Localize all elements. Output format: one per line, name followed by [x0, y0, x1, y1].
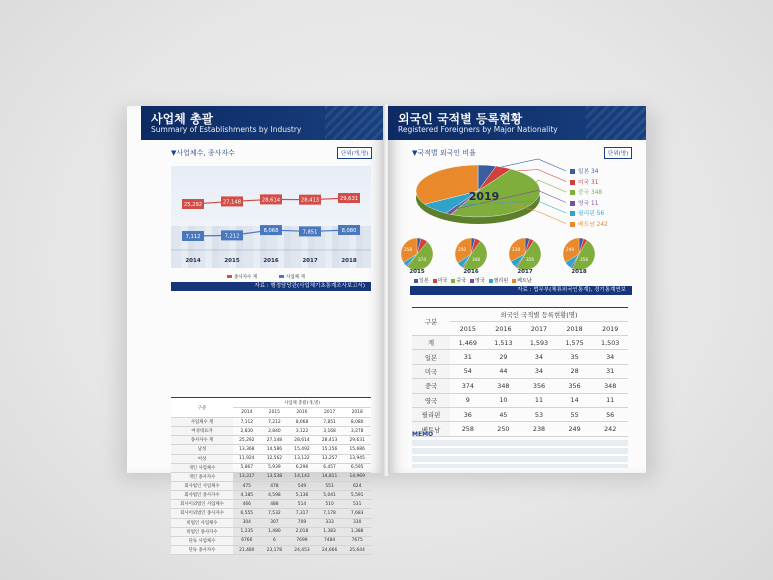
- small-pie-2016: [454, 237, 488, 271]
- table-cell: 21,480: [233, 545, 261, 554]
- table-cell: 249: [557, 422, 593, 436]
- table-row: [171, 418, 371, 427]
- table-group-header: 외국인 국적별 등록현황(명): [450, 308, 628, 322]
- legend-item: [570, 187, 632, 198]
- table-cell: 15,686: [343, 445, 371, 454]
- legend-item: [570, 208, 632, 219]
- table-cell: 7,532: [261, 509, 289, 518]
- table-row: [171, 518, 371, 527]
- legend-swatch: [470, 279, 474, 283]
- legend-text: 중국: [456, 278, 467, 284]
- table-cell: 31: [592, 364, 628, 378]
- table-cell: 5,136: [288, 491, 316, 500]
- table-cell: 488: [261, 500, 289, 509]
- table-cell: 1,480: [261, 527, 289, 536]
- table-cell: 514: [288, 500, 316, 509]
- table-cell: 24,453: [288, 545, 316, 554]
- table-cell: 15,156: [316, 445, 344, 454]
- row-label: 종사자수 계: [171, 436, 233, 445]
- table-cell: 13,257: [316, 454, 344, 463]
- legend-employees: [227, 274, 257, 280]
- table-cell: 7,212: [261, 418, 289, 427]
- small-pie-label: 238: [512, 247, 520, 252]
- table-cell: 304: [233, 518, 261, 527]
- small-pie-year: 2018: [571, 269, 587, 275]
- table-cell: 7675: [343, 536, 371, 545]
- table-cell: 2,830: [233, 427, 261, 436]
- table-cell: 6,595: [343, 463, 371, 472]
- small-pie-2018: [562, 237, 596, 271]
- memo-lines: [412, 440, 628, 468]
- legend-text: 미국: [437, 278, 448, 284]
- table-cell: 56: [592, 407, 628, 421]
- table-cell: 3,122: [288, 427, 316, 436]
- year-header: 2018: [343, 408, 371, 418]
- small-pie-legend: [410, 277, 532, 284]
- legend-text: 일본: [419, 278, 429, 284]
- table-cell: 8,080: [343, 418, 371, 427]
- table-cell: 1,388: [343, 527, 371, 536]
- table-cell: 28,413: [316, 436, 344, 445]
- table-cell: 34: [592, 350, 628, 364]
- x-tick-label: 2018: [341, 258, 357, 264]
- table-cell: 7,112: [233, 418, 261, 427]
- legend-establishments-label: 사업체 계: [286, 275, 305, 280]
- table-cell: 1,513: [486, 336, 522, 350]
- table-cell: 13,945: [343, 454, 371, 463]
- data-label: 7,851: [302, 229, 318, 236]
- table-row: [412, 364, 628, 378]
- table-cell: 5,041: [316, 491, 344, 500]
- small-pie-label: 348: [472, 257, 480, 262]
- legend-text: 영국: [475, 278, 485, 284]
- year-header: 2018: [557, 322, 593, 336]
- left-title-en: Summary of Establishments by Industry: [151, 125, 302, 134]
- left-unit-label: 단위(개,명): [337, 147, 372, 159]
- table-row: [171, 445, 371, 454]
- data-label: 25,292: [183, 202, 203, 208]
- table-cell: 54: [450, 364, 486, 378]
- row-label: 단독 종사자수: [171, 545, 233, 554]
- x-tick-label: 2016: [263, 258, 279, 264]
- table-cell: 1,503: [592, 336, 628, 350]
- table-cell: 330: [343, 518, 371, 527]
- row-label: 회사법인 종사자수: [171, 491, 233, 500]
- left-source-bar: 자료 : 행정담당관(사업체기초통계조사보고서): [171, 282, 371, 291]
- table-corner: 구분: [171, 398, 233, 418]
- table-cell: 34: [521, 350, 557, 364]
- table-cell: 14: [557, 393, 593, 407]
- year-header: 2017: [316, 408, 344, 418]
- row-label: 회사이외법인 사업체수: [171, 500, 233, 509]
- right-source-bar: 자료 : 법무부(체류외국인통계), 경기통계연보: [410, 286, 632, 295]
- table-cell: 258: [450, 422, 486, 436]
- table-cell: 250: [486, 422, 522, 436]
- year-header: 2014: [233, 408, 261, 418]
- table-cell: 549: [288, 481, 316, 490]
- data-label: 28,614: [261, 197, 281, 204]
- table-cell: 1,575: [557, 336, 593, 350]
- right-title-en: Registered Foreigners by Major Nationality: [398, 125, 558, 134]
- small-pie-label: 250: [458, 247, 466, 252]
- x-tick-label: 2015: [224, 258, 240, 264]
- table-cell: 14,586: [261, 445, 289, 454]
- table-cell: 7484: [316, 536, 344, 545]
- row-label: 단독 사업체수: [171, 536, 233, 545]
- year-header: 2015: [450, 322, 486, 336]
- right-page: [388, 106, 646, 473]
- data-label: 29,631: [339, 196, 359, 202]
- legend-text: 미국 31: [578, 179, 599, 186]
- table-row: [412, 379, 628, 393]
- table-cell: 13,368: [233, 445, 261, 454]
- legend-swatch: [414, 279, 418, 283]
- year-header: 2015: [261, 408, 289, 418]
- small-pie-year: 2015: [409, 269, 425, 275]
- legend-swatch: [570, 169, 575, 174]
- table-row: [171, 536, 371, 545]
- small-pie-year: 2017: [517, 269, 533, 275]
- row-label: 미국: [412, 364, 450, 378]
- table-cell: 333: [316, 518, 344, 527]
- small-pie-label: 374: [418, 257, 426, 262]
- table-cell: 34: [521, 364, 557, 378]
- small-pie-label: 258: [404, 247, 412, 252]
- table-cell: 242: [592, 422, 628, 436]
- data-label: 8,068: [263, 228, 279, 235]
- x-tick-label: 2017: [302, 258, 318, 264]
- table-body: [412, 336, 628, 437]
- table-cell: 5,591: [343, 491, 371, 500]
- table-cell: 307: [261, 518, 289, 527]
- table-cell: 14,969: [343, 472, 371, 481]
- table-cell: 3,278: [343, 427, 371, 436]
- memo-label: MEMO: [412, 431, 434, 438]
- table-row: [171, 463, 371, 472]
- year-header: 2017: [521, 322, 557, 336]
- table-cell: 12,562: [261, 454, 289, 463]
- table-cell: 11: [521, 393, 557, 407]
- line-chart-svg: [171, 166, 371, 268]
- row-label: 비법인 사업체수: [171, 518, 233, 527]
- right-data-table: [412, 307, 628, 437]
- row-label: 필리핀: [412, 407, 450, 421]
- legend-swatch-blue: [279, 275, 284, 278]
- legend-establishments: [279, 274, 305, 280]
- table-cell: 356: [557, 379, 593, 393]
- table-cell: 6: [261, 536, 289, 545]
- table-body: [171, 418, 371, 555]
- table-cell: 9: [450, 393, 486, 407]
- table-cell: 348: [592, 379, 628, 393]
- legend-employees-label: 종사자수 계: [234, 275, 258, 280]
- table-cell: 31: [450, 350, 486, 364]
- small-pie-year: 2016: [463, 269, 479, 275]
- table-cell: 7,317: [288, 509, 316, 518]
- legend-swatch: [433, 279, 437, 283]
- row-label: 중국: [412, 379, 450, 393]
- legend-text: 영국 11: [578, 200, 599, 207]
- right-unit-label: 단위(명): [604, 147, 632, 159]
- table-cell: 44: [486, 364, 522, 378]
- data-label: 8,080: [341, 228, 357, 234]
- table-cell: 25,644: [343, 545, 371, 554]
- table-cell: 6,457: [316, 463, 344, 472]
- year-header: 2016: [486, 322, 522, 336]
- table-cell: 27,148: [261, 436, 289, 445]
- table-group-header: 사업체 총괄(개,명): [233, 398, 371, 408]
- row-label: 사업체수 계: [171, 418, 233, 427]
- small-pie-2017: [508, 237, 542, 271]
- small-pie-2015: [400, 237, 434, 271]
- table-cell: 1,383: [316, 527, 344, 536]
- table-cell: 14,811: [316, 472, 344, 481]
- table-cell: 7699: [288, 536, 316, 545]
- table-cell: 3,168: [316, 427, 344, 436]
- left-header: [141, 106, 385, 140]
- data-label: 7,112: [185, 234, 201, 240]
- table-row: [412, 407, 628, 421]
- table-cell: 13,122: [288, 454, 316, 463]
- left-section-title: ▼사업체수, 종사자수: [171, 149, 235, 157]
- table-cell: 1,593: [521, 336, 557, 350]
- left-page: [127, 106, 385, 554]
- table-cell: 13,538: [261, 472, 289, 481]
- table-cell: 5,867: [233, 463, 261, 472]
- table-row: [171, 545, 371, 554]
- legend-text: 베트남: [517, 278, 532, 284]
- legend-swatch: [489, 279, 493, 283]
- table-cell: 11: [592, 393, 628, 407]
- right-header: [388, 106, 646, 140]
- table-cell: 29,631: [343, 436, 371, 445]
- data-label: 7,212: [224, 233, 240, 240]
- table-cell: 15,492: [288, 445, 316, 454]
- table-row: [171, 527, 371, 536]
- legend-item: [570, 219, 632, 230]
- row-label: 비법인 종사자수: [171, 527, 233, 536]
- row-label: 남성: [171, 445, 233, 454]
- table-cell: 475: [233, 481, 261, 490]
- table-cell: 28: [557, 364, 593, 378]
- small-pie-label: 356: [580, 257, 588, 262]
- table-cell: 24,666: [316, 545, 344, 554]
- legend-item: [570, 198, 632, 209]
- row-label: 베트남: [412, 422, 450, 436]
- row-label: 개인 종사자수: [171, 472, 233, 481]
- table-cell: 356: [521, 379, 557, 393]
- table-row: [412, 350, 628, 364]
- legend-item: [570, 166, 632, 177]
- left-line-chart: [171, 166, 371, 268]
- legend-text: 일본 34: [578, 169, 599, 175]
- table-row: [412, 393, 628, 407]
- header-pattern: [325, 106, 385, 140]
- table-row: [171, 427, 371, 436]
- row-label: 여성대표자: [171, 427, 233, 436]
- row-label: 계: [412, 336, 450, 350]
- row-label: 일본: [412, 350, 450, 364]
- legend-swatch: [570, 211, 575, 216]
- table-row: [171, 481, 371, 490]
- year-header: 2016: [288, 408, 316, 418]
- table-cell: 6,296: [288, 463, 316, 472]
- table-cell: 478: [261, 481, 289, 490]
- table-cell: 2,840: [261, 427, 289, 436]
- right-title-ko: 외국인 국적별 등록현황: [398, 112, 523, 126]
- table-cell: 238: [521, 422, 557, 436]
- header-pattern: [586, 106, 646, 140]
- table-cell: 624: [343, 481, 371, 490]
- table-cell: 6766: [233, 536, 261, 545]
- small-pie-label: 249: [566, 247, 574, 252]
- table-cell: 36: [450, 407, 486, 421]
- data-label: 28,413: [300, 197, 320, 204]
- table-cell: 25,292: [233, 436, 261, 445]
- table-cell: 23,178: [261, 545, 289, 554]
- nationality-legend: [570, 166, 632, 229]
- row-label: 회사이외법인 종사자수: [171, 509, 233, 518]
- data-label: 27,148: [222, 199, 242, 206]
- table-cell: 7,178: [316, 509, 344, 518]
- legend-text: 중국 348: [578, 190, 603, 196]
- table-cell: 14,143: [288, 472, 316, 481]
- row-label: 개인 사업체수: [171, 463, 233, 472]
- table-cell: 551: [316, 481, 344, 490]
- row-label: 영국: [412, 393, 450, 407]
- table-cell: 45: [486, 407, 522, 421]
- table-cell: 531: [343, 500, 371, 509]
- table-row: [171, 491, 371, 500]
- table-row: [171, 500, 371, 509]
- legend-swatch: [570, 190, 575, 195]
- table-cell: 35: [557, 350, 593, 364]
- legend-text: 필리핀 56: [578, 211, 605, 217]
- table-row: [171, 436, 371, 445]
- table-cell: 4,598: [261, 491, 289, 500]
- legend-swatch: [451, 279, 455, 283]
- left-data-table: [171, 397, 371, 555]
- table-cell: 13,317: [233, 472, 261, 481]
- legend-item: [570, 177, 632, 188]
- table-row: [171, 509, 371, 518]
- legend-text: 필리핀: [493, 278, 509, 284]
- table-cell: 5,939: [261, 463, 289, 472]
- table-row: [412, 422, 628, 436]
- table-cell: 510: [316, 500, 344, 509]
- legend-text: 베트남 242: [578, 221, 608, 228]
- legend-swatch: [512, 279, 516, 283]
- right-section-title: ▼국적별 외국인 비율: [412, 149, 476, 157]
- small-pie-label: 356: [526, 257, 534, 262]
- table-cell: 7,851: [316, 418, 344, 427]
- table-cell: 8,068: [288, 418, 316, 427]
- table-cell: 6,555: [233, 509, 261, 518]
- table-cell: 709: [288, 518, 316, 527]
- year-header: 2019: [592, 322, 628, 336]
- table-cell: 29: [486, 350, 522, 364]
- table-cell: 53: [521, 407, 557, 421]
- table-row: [412, 336, 628, 350]
- table-row: [171, 454, 371, 463]
- table-row: [171, 472, 371, 481]
- table-cell: 4,185: [233, 491, 261, 500]
- legend-swatch: [570, 180, 575, 185]
- legend-swatch: [570, 222, 575, 227]
- main-pie-year: 2019: [468, 190, 500, 203]
- table-corner: 구분: [412, 308, 450, 336]
- table-cell: 1,469: [450, 336, 486, 350]
- table-cell: 10: [486, 393, 522, 407]
- row-label: 여성: [171, 454, 233, 463]
- legend-swatch: [570, 201, 575, 206]
- table-cell: 7,683: [343, 509, 371, 518]
- table-cell: 28,614: [288, 436, 316, 445]
- table-cell: 55: [557, 407, 593, 421]
- row-label: 회사법인 사업체수: [171, 481, 233, 490]
- table-cell: 466: [233, 500, 261, 509]
- legend-swatch-red: [227, 275, 232, 278]
- left-title-ko: 사업체 총괄: [151, 112, 214, 126]
- table-cell: 1,235: [233, 527, 261, 536]
- table-cell: 348: [486, 379, 522, 393]
- table-cell: 374: [450, 379, 486, 393]
- table-cell: 2,018: [288, 527, 316, 536]
- x-tick-label: 2014: [185, 258, 201, 264]
- table-cell: 11,924: [233, 454, 261, 463]
